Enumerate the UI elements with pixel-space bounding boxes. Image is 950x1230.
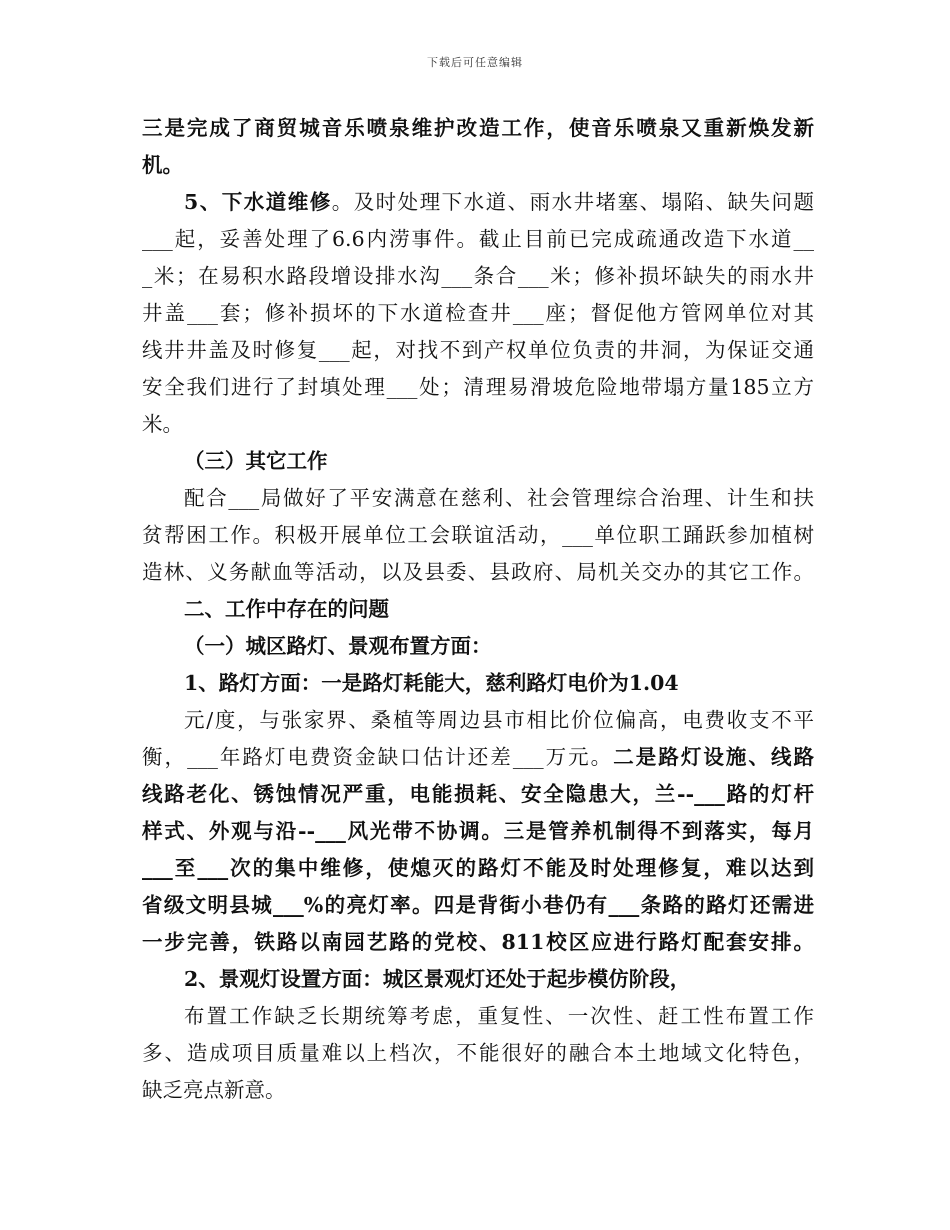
text-line: 线井井盖及时修复___起，对找不到产权单位负责的井洞，为保证交通 — [142, 338, 814, 362]
text-line: 米。 — [142, 412, 183, 436]
document-body — [142, 110, 814, 1109]
text-line: 省级文明县城___%的亮灯率。四是背街小巷仍有___条路的路灯还需进 — [142, 893, 814, 917]
text-line: 二、工作中存在的问题 — [184, 597, 389, 621]
text-line: 缺乏亮点新意。 — [142, 1078, 286, 1102]
text-line: 贫帮困工作。积极开展单位工会联谊活动，___单位职工踊跃参加植树 — [142, 523, 814, 547]
text-segment: 二是路灯设施、线路 — [613, 745, 814, 769]
text-segment: 。及时处理下水道、雨水井堵塞、塌陷、缺失问题 — [331, 190, 814, 214]
text-line: 元/度，与张家界、桑植等周边县市相比价位偏高，电费收支不平 — [184, 708, 814, 732]
page-header: 下载后可任意编辑 — [427, 56, 523, 69]
text-line — [142, 184, 814, 221]
text-line: ___至___次的集中维修，使熄灭的路灯不能及时处理修复，难以达到 — [142, 856, 814, 880]
text-line: 安全我们进行了封填处理___处；清理易滑坡危险地带塌方量185立方 — [142, 375, 814, 399]
text-line: 2、景观灯设置方面：城区景观灯还处于起步模仿阶段， — [184, 967, 691, 991]
text-line: 样式、外观与沿--___风光带不协调。三是管养机制得不到落实，每月 — [142, 819, 814, 843]
text-segment: 衡，___年路灯电费资金缺口估计还差___万元。 — [142, 745, 614, 769]
text-line: 多、造成项目质量难以上档次，不能很好的融合本土地域文化特色， — [142, 1041, 814, 1065]
text-line — [142, 739, 814, 776]
text-line: 1、路灯方面：一是路灯耗能大，慈利路灯电价为1.04 — [184, 671, 679, 695]
text-line: （一）城区路灯、景观布置方面： — [184, 634, 492, 658]
text-line: ___起，妥善处理了6.6内涝事件。截止目前已完成疏通改造下水道__ — [142, 227, 814, 251]
text-line: 造林、义务献血等活动，以及县委、县政府、局机关交办的其它工作。 — [142, 560, 814, 584]
text-line: 机。 — [142, 153, 183, 177]
text-segment: 5、下水道维修 — [184, 190, 332, 214]
text-line: 井盖___套；修补损坏的下水道检查井___座；督促他方管网单位对其 — [142, 301, 814, 325]
text-line: 配合___局做好了平安满意在慈利、社会管理综合治理、计生和扶 — [184, 486, 814, 510]
text-line: 布置工作缺乏长期统筹考虑，重复性、一次性、赶工性布置工作 — [184, 1004, 814, 1028]
text-line: _米；在易积水路段增设排水沟___条合___米；修补损坏缺失的雨水井 — [142, 264, 814, 288]
text-line: 一步完善，铁路以南园艺路的党校、811校区应进行路灯配套安排。 — [142, 930, 814, 954]
text-line: （三）其它工作 — [184, 449, 328, 473]
text-line: 线路老化、锈蚀情况严重，电能损耗、安全隐患大，兰--___路的灯杆 — [142, 782, 814, 806]
text-line: 三是完成了商贸城音乐喷泉维护改造工作，使音乐喷泉又重新焕发新 — [142, 116, 814, 140]
